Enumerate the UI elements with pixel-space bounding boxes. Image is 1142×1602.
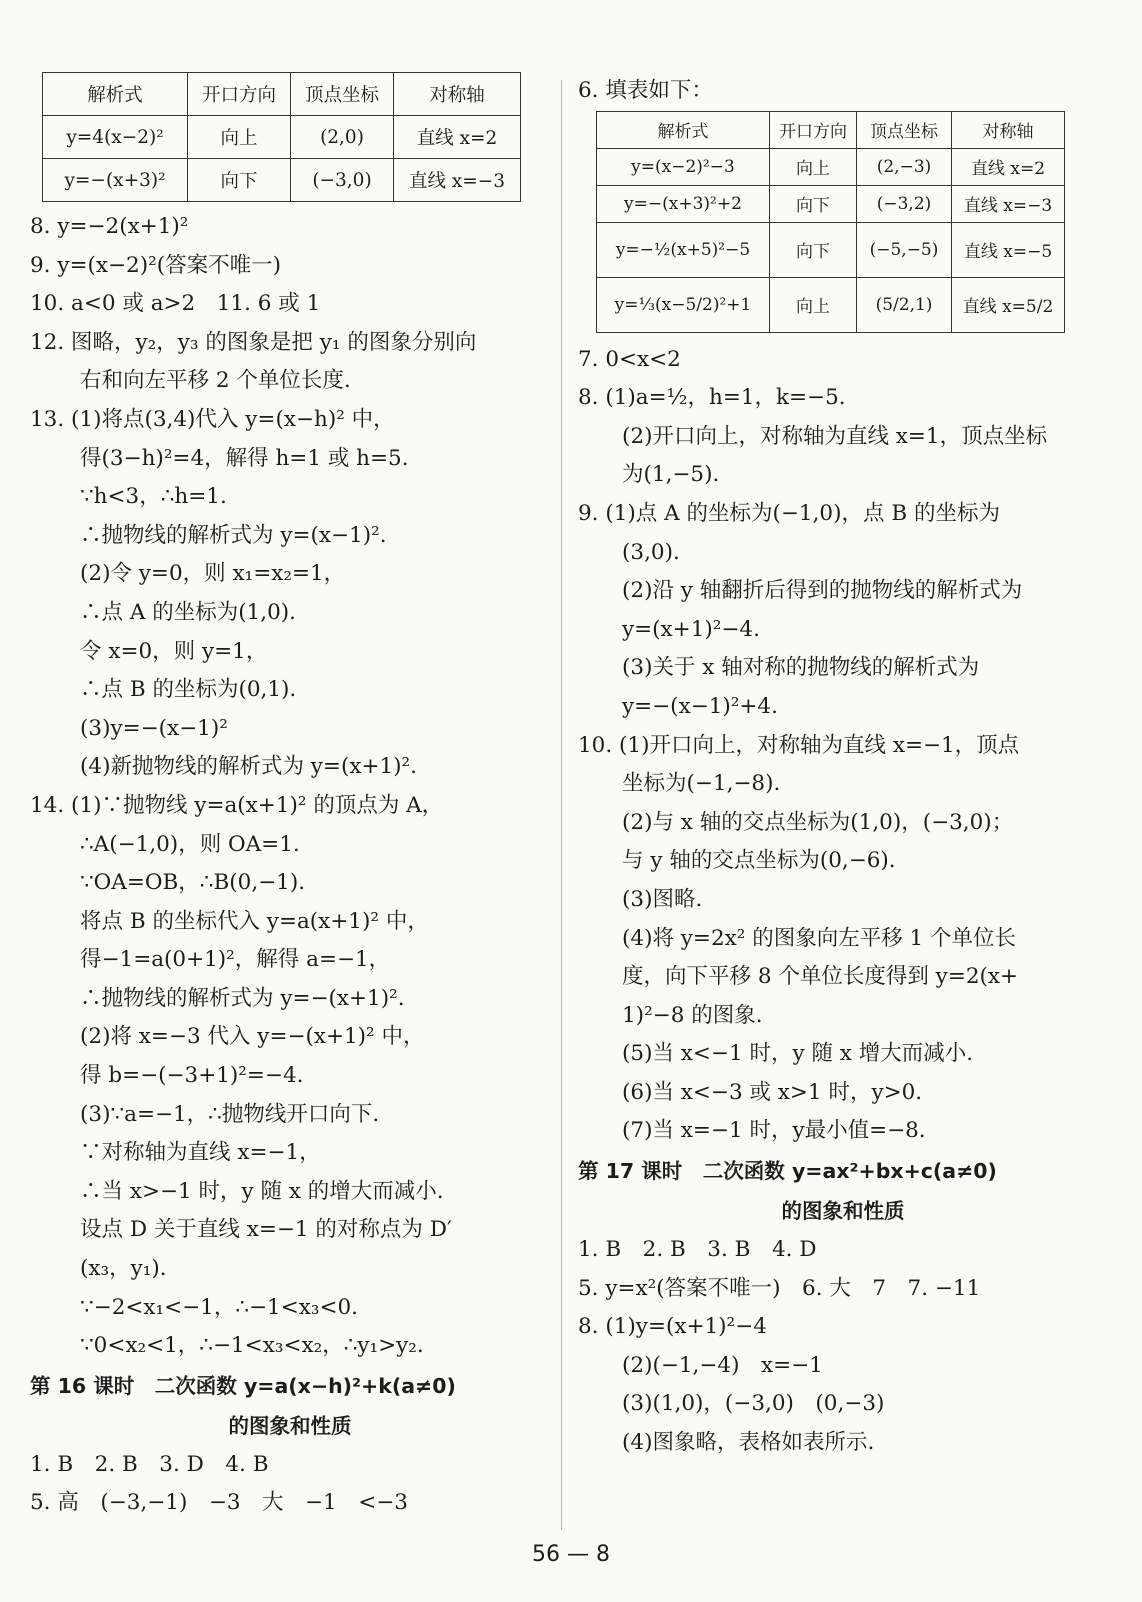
table-cell: 向上 — [188, 116, 291, 159]
answer-line: 5. 高 (−3,−1) −3 大 −1 <−3 — [30, 1490, 408, 1516]
answer-line: 1. B 2. B 3. B 4. D — [578, 1237, 817, 1263]
answer-line: (7)当 x=−1 时，y最小值=−8. — [622, 1118, 926, 1144]
answer-line: 10. (1)开口向上，对称轴为直线 x=−1，顶点 — [578, 732, 1020, 758]
answer-line: 得(3−h)²=4，解得 h=1 或 h=5. — [80, 445, 409, 471]
table-cell: y=−(x+3)²+2 — [597, 185, 770, 222]
header-cell: 顶点坐标 — [857, 111, 952, 148]
table-cell: y=−½(x+5)²−5 — [597, 222, 770, 277]
table-cell: 直线 x=−3 — [394, 159, 521, 202]
table-cell: (5/2,1) — [857, 277, 952, 332]
answer-line: ∵对称轴为直线 x=−1， — [80, 1140, 321, 1166]
answer-line: y=(x+1)²−4. — [622, 616, 760, 642]
answer-line: y=−(x−1)²+4. — [622, 693, 778, 719]
answer-line: (3)图略. — [622, 886, 703, 912]
answer-line: ∵h<3，∴h=1. — [80, 484, 227, 510]
table-cell: 向上 — [770, 148, 857, 185]
table-row — [597, 148, 1065, 185]
answer-line: ∴当 x>−1 时，y 随 x 的增大而减小. — [80, 1178, 444, 1204]
answer-line: 右和向左平移 2 个单位长度. — [80, 368, 351, 394]
answer-line: ∴点 A 的坐标为(1,0). — [80, 599, 296, 625]
answer-line: 7. 0<x<2 — [578, 346, 681, 372]
answer-line: ∴点 B 的坐标为(0,1). — [80, 677, 297, 703]
answer-line: 1)²−8 的图象. — [622, 1002, 763, 1028]
table-row — [43, 159, 521, 202]
lesson-16-subtitle: 的图象和性质 — [228, 1413, 352, 1438]
table-row — [597, 277, 1065, 332]
lesson-16-title: 第 16 课时 二次函数 y=a(x−h)²+k(a≠0) — [30, 1373, 456, 1398]
table-quadratic-properties-1 — [42, 72, 521, 202]
header-cell: 解析式 — [597, 111, 770, 148]
table-cell: (2,−3) — [857, 148, 952, 185]
answer-line: (x₃，y₁). — [80, 1256, 167, 1282]
answer-line: 5. y=x²(答案不唯一) 6. 大 7 7. −11 — [578, 1275, 981, 1301]
answer-line: ∴A(−1,0)，则 OA=1. — [80, 831, 300, 857]
table-cell: 直线 x=2 — [394, 116, 521, 159]
answer-line: ∵OA=OB，∴B(0,−1). — [80, 870, 306, 896]
table-row — [597, 222, 1065, 277]
answer-line: 14. (1)∵抛物线 y=a(x+1)² 的顶点为 A， — [30, 792, 444, 818]
answer-line: 设点 D 关于直线 x=−1 的对称点为 D′ — [80, 1217, 452, 1243]
answer-line: (3)(1,0)，(−3,0) (0,−3) — [622, 1391, 885, 1417]
answer-line: (2)沿 y 轴翻折后得到的抛物线的解析式为 — [622, 578, 1023, 604]
answer-line: 9. y=(x−2)²(答案不唯一) — [30, 252, 281, 278]
answer-line: 为(1,−5). — [622, 462, 720, 488]
answer-line: (2)与 x 轴的交点坐标为(1,0)，(−3,0)； — [622, 809, 1014, 835]
header-cell: 开口方向 — [770, 111, 857, 148]
header-cell: 顶点坐标 — [291, 73, 394, 116]
header-cell: 对称轴 — [394, 73, 521, 116]
answer-line: (2)将 x=−3 代入 y=−(x+1)² 中， — [80, 1024, 425, 1050]
answer-line: ∵0<x₂<1，∴−1<x₃<x₂，∴y₁>y₂. — [80, 1333, 424, 1359]
answer-line: 令 x=0，则 y=1， — [80, 638, 268, 664]
answer-line: 度，向下平移 8 个单位长度得到 y=2(x+ — [622, 964, 1019, 990]
table-cell: 向上 — [770, 277, 857, 332]
table-cell: 直线 x=−3 — [952, 185, 1065, 222]
answer-line: 12. 图略，y₂，y₃ 的图象是把 y₁ 的图象分别向 — [30, 329, 477, 355]
answer-line: (3,0). — [622, 539, 680, 565]
table-cell: (−3,0) — [291, 159, 394, 202]
answer-line: (3)关于 x 轴对称的抛物线的解析式为 — [622, 655, 980, 681]
header-cell: 解析式 — [43, 73, 188, 116]
answer-line: 坐标为(−1,−8). — [622, 771, 781, 797]
answer-line: ∴抛物线的解析式为 y=(x−1)². — [80, 522, 387, 548]
answer-line: (5)当 x<−1 时，y 随 x 增大而减小. — [622, 1041, 974, 1067]
table-header-row — [43, 73, 521, 116]
table-cell: (−5,−5) — [857, 222, 952, 277]
table-cell: 直线 x=−5 — [952, 222, 1065, 277]
header-cell: 对称轴 — [952, 111, 1065, 148]
answer-line: (3)y=−(x−1)² — [80, 715, 228, 741]
lesson-17-title: 第 17 课时 二次函数 y=ax²+bx+c(a≠0) — [578, 1159, 997, 1184]
table-cell: (2,0) — [291, 116, 394, 159]
answer-line: 6. 填表如下： — [578, 78, 713, 103]
answer-line: 10. a<0 或 a>2 11. 6 或 1 — [30, 291, 321, 317]
answer-line: 9. (1)点 A 的坐标为(−1,0)，点 B 的坐标为 — [578, 500, 1000, 526]
left-column — [30, 72, 550, 1523]
answer-line: 得 b=−(−3+1)²=−4. — [80, 1063, 304, 1089]
table-header-row — [597, 111, 1065, 148]
answer-line: 1. B 2. B 3. D 4. B — [30, 1451, 269, 1477]
table-cell: 向下 — [770, 222, 857, 277]
answer-line: 8. (1)y=(x+1)²−4 — [578, 1314, 767, 1340]
right-column — [578, 72, 1108, 1463]
column-divider — [561, 80, 562, 1530]
answer-line: ∵−2<x₁<−1，∴−1<x₃<0. — [80, 1294, 358, 1320]
answer-line: (2)开口向上，对称轴为直线 x=1，顶点坐标 — [622, 423, 1048, 449]
table-row — [43, 116, 521, 159]
answer-line: 8. (1)a=½，h=1，k=−5. — [578, 385, 846, 411]
answer-line: (4)图象略，表格如表所示. — [622, 1430, 875, 1456]
answer-line: (6)当 x<−3 或 x>1 时，y>0. — [622, 1079, 923, 1105]
answer-line: 得−1=a(0+1)²，解得 a=−1， — [80, 947, 391, 973]
answer-line: 8. y=−2(x+1)² — [30, 214, 189, 239]
lesson-17-subtitle: 的图象和性质 — [781, 1199, 905, 1224]
page-number: 56 — 8 — [532, 1542, 610, 1567]
table-cell: 直线 x=5/2 — [952, 277, 1065, 332]
table-quadratic-properties-2 — [596, 111, 1065, 333]
answer-line: (4)新抛物线的解析式为 y=(x+1)². — [80, 754, 417, 780]
table-cell: (−3,2) — [857, 185, 952, 222]
answer-line: (4)将 y=2x² 的图象向左平移 1 个单位长 — [622, 925, 1017, 951]
table-cell: y=(x−2)²−3 — [597, 148, 770, 185]
answer-line: 与 y 轴的交点坐标为(0,−6). — [622, 848, 896, 874]
answer-line: (2)(−1,−4) x=−1 — [622, 1352, 823, 1378]
answer-line: (3)∵a=−1，∴抛物线开口向下. — [80, 1101, 380, 1127]
table-row — [597, 185, 1065, 222]
table-cell: 向下 — [188, 159, 291, 202]
table-cell: y=−(x+3)² — [43, 159, 188, 202]
table-cell: y=⅓(x−5/2)²+1 — [597, 277, 770, 332]
answer-line: (2)令 y=0，则 x₁=x₂=1， — [80, 561, 346, 587]
header-cell: 开口方向 — [188, 73, 291, 116]
answer-line: ∴抛物线的解析式为 y=−(x+1)². — [80, 985, 405, 1011]
table-cell: 向下 — [770, 185, 857, 222]
table-cell: y=4(x−2)² — [43, 116, 188, 159]
answer-line: 将点 B 的坐标代入 y=a(x+1)² 中， — [80, 908, 429, 934]
answer-line: 13. (1)将点(3,4)代入 y=(x−h)² 中， — [30, 406, 395, 432]
table-cell: 直线 x=2 — [952, 148, 1065, 185]
